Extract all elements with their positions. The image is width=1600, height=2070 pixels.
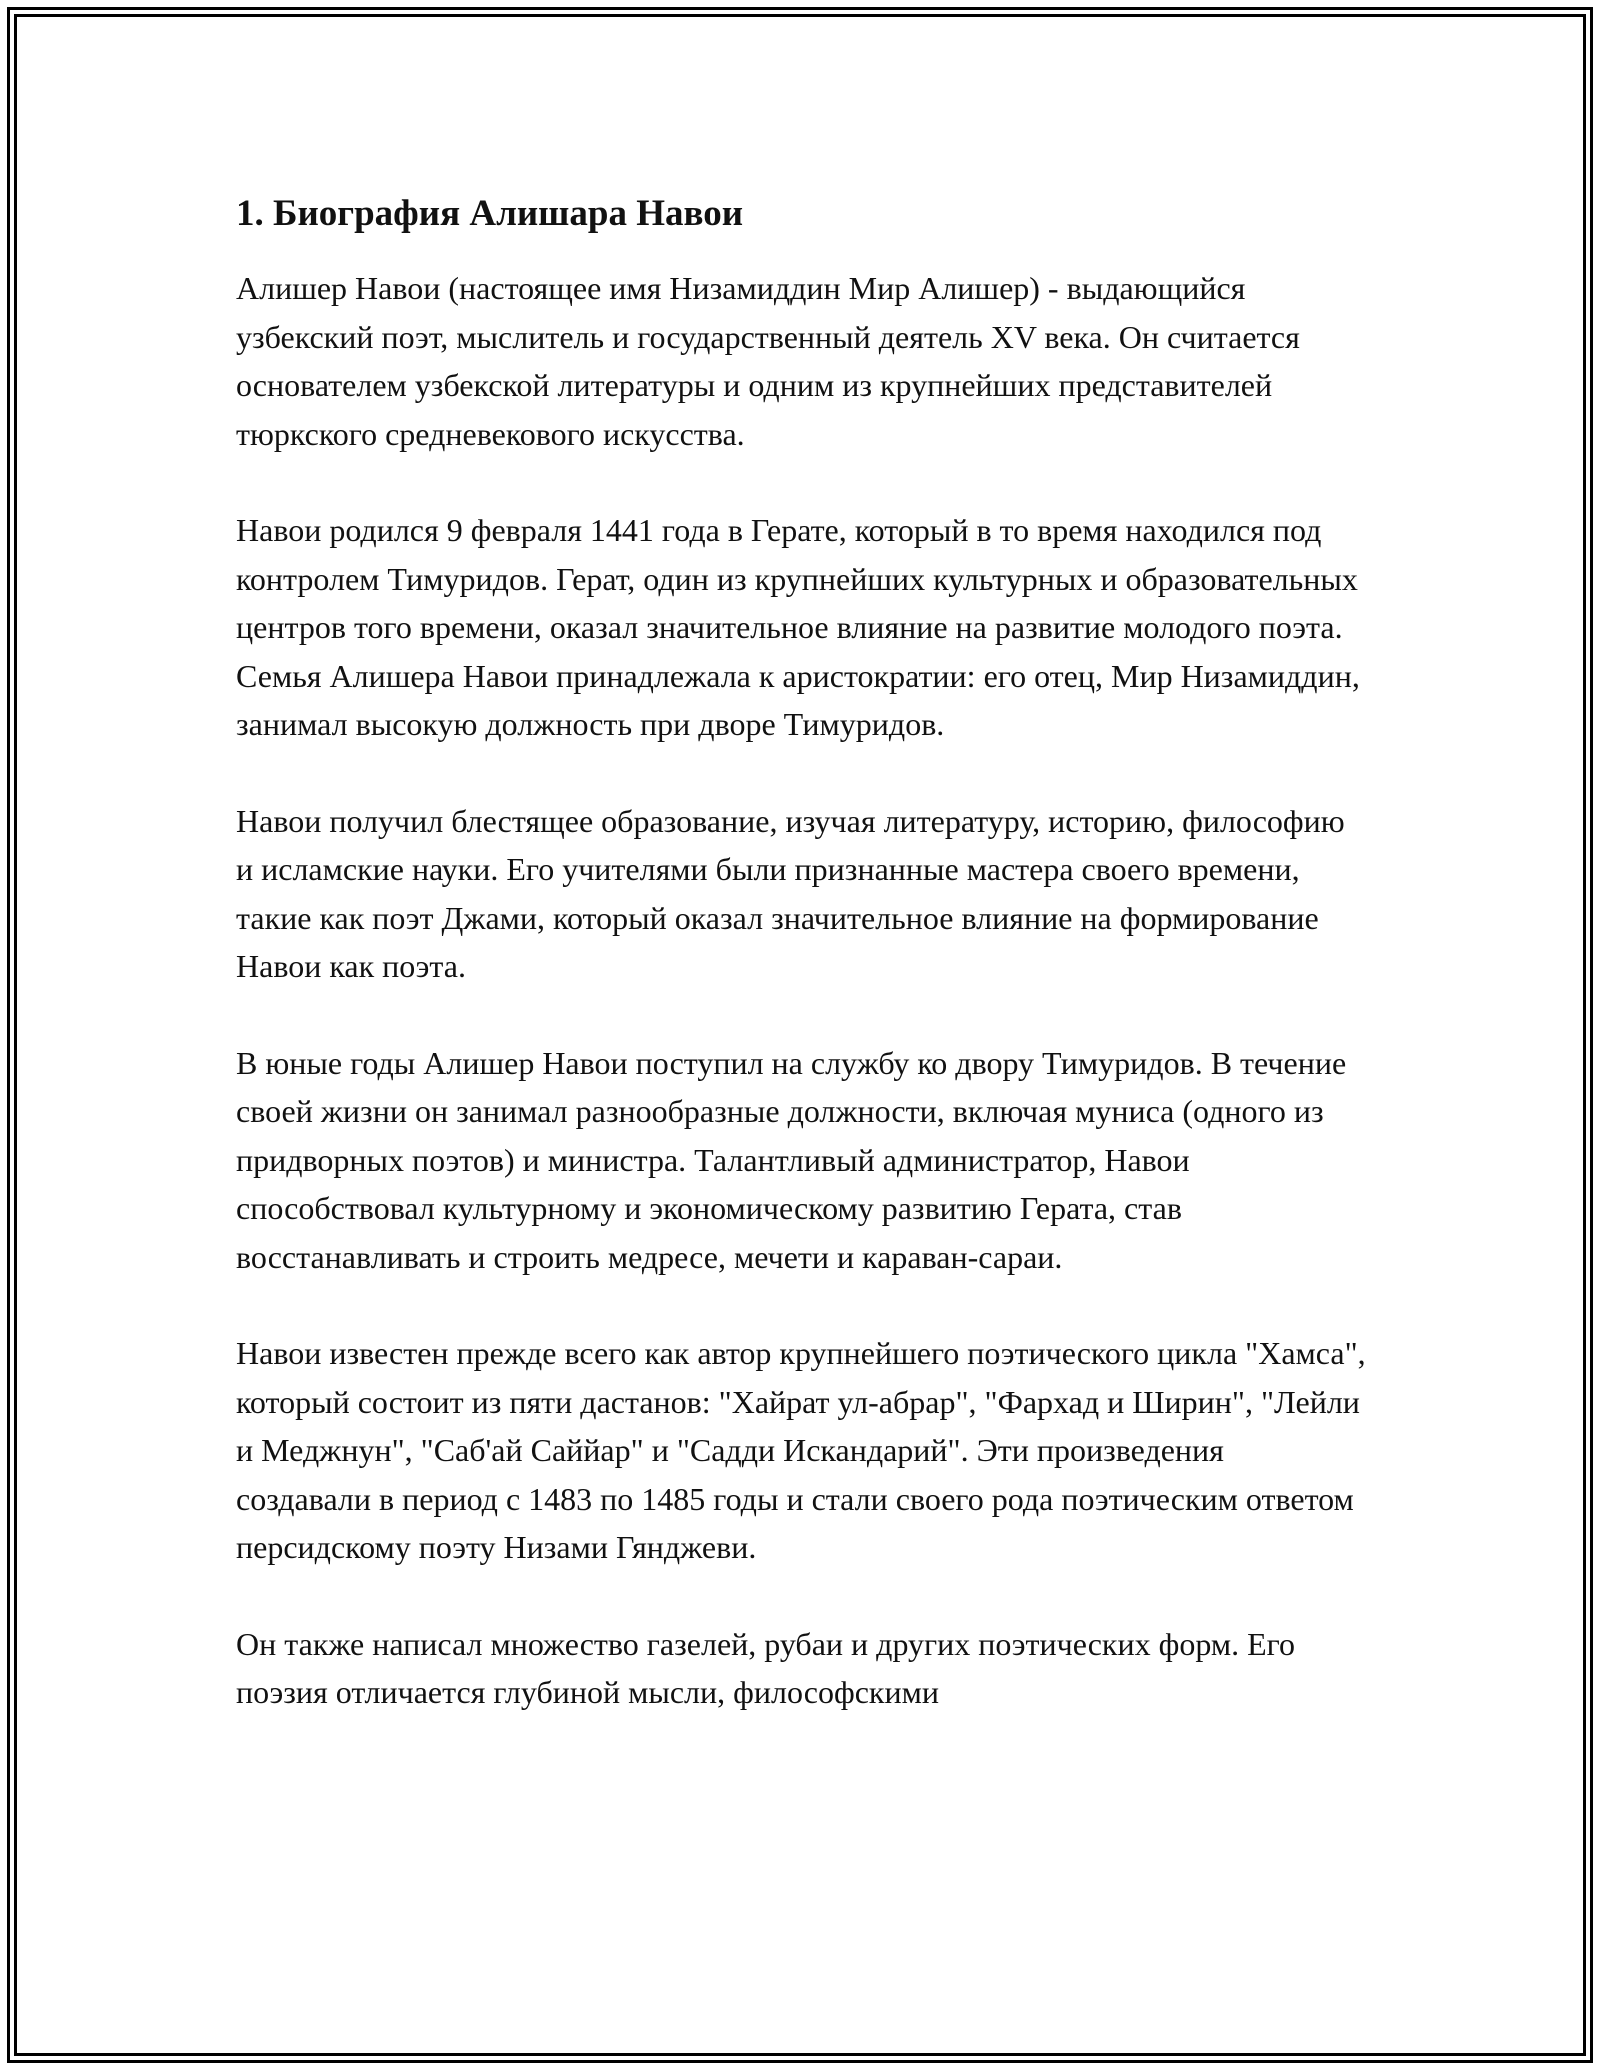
paragraph-birth: Навои родился 9 февраля 1441 года в Герате, который в то время находился под контролем Тимуридов. Герат, один из крупнейших культурных и образовательных центров того времени, оказал значительное влияние на развитие молодого поэта. Семья Алишера Навои принадлежала к аристократии: его отец, Мир Низамиддин, занимал высокую должность при дворе Тимуридов. [236, 512, 1360, 742]
section-heading: 1. Биография Алишара Навои [236, 193, 744, 234]
paragraph-poetry-forms: Он также написал множество газелей, рубаи и других поэтических форм. Его поэзия отличается глубиной мысли, философскими [236, 1625, 1295, 1710]
paragraph-education: Навои получил блестящее образование, изучая литературу, историю, философию и исламские науки. Его учителями были признанные мастера своего времени, такие как поэт Джами, который оказал значительное влияние на формирование Навои как поэта. [236, 802, 1345, 984]
paragraph-khamsa: Навои известен прежде всего как автор крупнейшего поэтического цикла "Хамса", который состоит из пяти дастанов: "Хайрат ул-абрар", "Фархад и Ширин", "Лейли и Меджнун", "Саб'ай Саййар" и "Садди Искандарий". Эти произведения создавали в период с 1483 по 1485 годы и стали своего рода поэтическим ответом персидскому поэту Низами Гянджеви. [236, 1335, 1366, 1565]
paragraph-intro: Алишер Навои (настоящее имя Низамиддин Мир Алишер) - выдающийся узбекский поэт, мыслитель и государственный деятель XV века. Он считается основателем узбекской литературы и одним из крупнейших представителей тюркского средневекового искусства. [236, 270, 1300, 452]
paragraph-service: В юные годы Алишер Навои поступил на службу ко двору Тимуридов. В течение своей жизни он занимал разнообразные должности, включая муниса (одного из придворных поэтов) и министра. Талантливый администратор, Навои способствовал культурному и экономическому развитию Герата, став восстанавливать и строить медресе, мечети и караван-сараи. [236, 1044, 1347, 1275]
document-body [236, 186, 1366, 1765]
